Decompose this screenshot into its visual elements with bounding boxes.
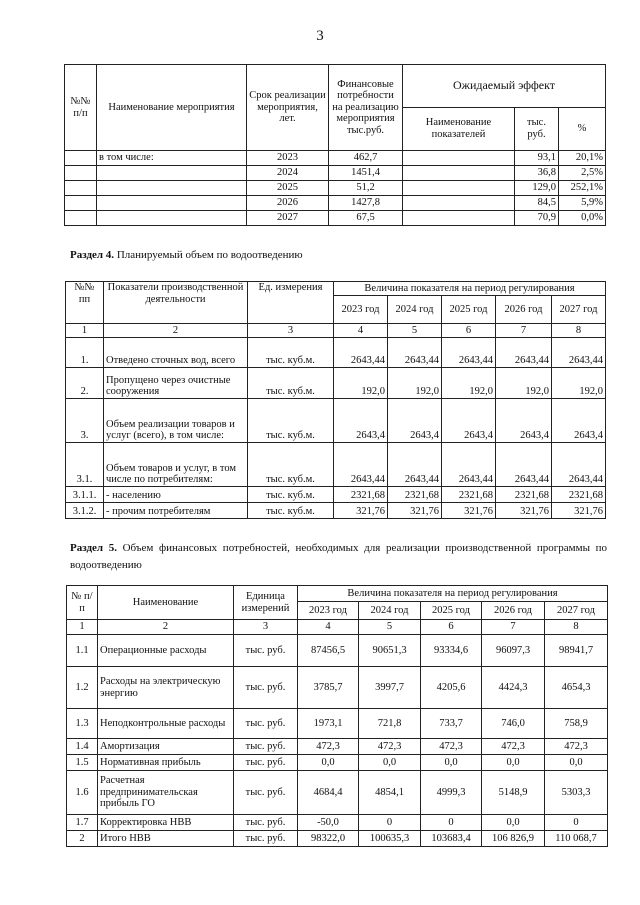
s5-col-num: № п/п — [67, 586, 98, 620]
col-name: Наименование мероприятия — [97, 65, 247, 151]
table-row: в том числе: 2023 462,7 93,1 20,1% — [65, 151, 606, 166]
table-row: 2025 51,2 129,0 252,1% — [65, 181, 606, 196]
col-effect: Ожидаемый эффект — [403, 65, 606, 108]
s4-index-row: 1 2 3 4 5 6 7 8 — [66, 324, 606, 338]
table-row: 2. Пропущено через очистные сооружения тыс. куб.м. 192,0 192,0 192,0 192,0 192,0 — [66, 368, 606, 399]
table-row: 2024 1451,4 36,8 2,5% — [65, 166, 606, 181]
s5-year: 2023 год — [298, 602, 359, 620]
s5-index-row: 1 2 3 4 5 6 7 8 — [67, 620, 608, 635]
col-percent: % — [559, 108, 606, 151]
page-number: 3 — [316, 28, 324, 44]
table-row: 1.6 Расчетная предпринимательская прибыль ГО тыс. руб. 4684,4 4854,1 4999,3 5148,9 5303,3 — [67, 771, 608, 815]
section5-label: Раздел 5. — [70, 542, 117, 554]
measures-table — [64, 64, 606, 226]
s5-year: 2024 год — [359, 602, 421, 620]
col-num: №№ п/п — [65, 65, 97, 151]
s4-year: 2025 год — [442, 296, 496, 324]
s4-year: 2023 год — [334, 296, 388, 324]
section4-label: Раздел 4. — [70, 249, 115, 261]
col-unit: тыс. руб. — [515, 108, 559, 151]
table-row: 2 Итого НВВ тыс. руб. 98322,0 100635,3 103683,4 106 826,9 110 068,7 — [67, 831, 608, 847]
table-row: 2027 67,5 70,9 0,0% — [65, 211, 606, 226]
table-row: 3.1. Объем товаров и услуг, в том числе по потребителям: тыс. куб.м. 2643,44 2643,44 2643,44 2643,44 2643,44 — [66, 443, 606, 487]
section4-heading — [70, 249, 303, 261]
table-row: 3. Объем реализации товаров и услуг (всего), в том числе: тыс. куб.м. 2643,4 2643,4 2643,4 2643,4 2643,4 — [66, 399, 606, 443]
table-row: 1.3 Неподконтрольные расходы тыс. руб. 1973,1 721,8 733,7 746,0 758,9 — [67, 709, 608, 739]
s5-col-period: Величина показателя на период регулирования — [298, 586, 608, 602]
s5-year: 2025 год — [421, 602, 482, 620]
table-row: 1.4 Амортизация тыс. руб. 472,3 472,3 472,3 472,3 472,3 — [67, 739, 608, 755]
table-row: 1.7 Корректировка НВВ тыс. руб. -50,0 0 0 0,0 0 — [67, 815, 608, 831]
col-term: Срок реализации мероприятия, лет. — [247, 65, 329, 151]
s4-year: 2027 год — [552, 296, 606, 324]
table-row: 2026 1427,8 84,5 5,9% — [65, 196, 606, 211]
table-row: 1.1 Операционные расходы тыс. руб. 87456,5 90651,3 93334,6 96097,3 98941,7 — [67, 635, 608, 667]
s4-col-period: Величина показателя на период регулирования — [334, 282, 606, 296]
col-indicator-name: Наименование показателей — [403, 108, 515, 151]
section5-heading — [70, 540, 607, 574]
table-row: 1.2 Расходы на электрическую энергию тыс. руб. 3785,7 3997,7 4205,6 4424,3 4654,3 — [67, 667, 608, 709]
table-row: 1.5 Нормативная прибыль тыс. руб. 0,0 0,0 0,0 0,0 0,0 — [67, 755, 608, 771]
s5-year: 2026 год — [482, 602, 545, 620]
col-finance: Финансовые потребности на реализацию мероприятия тыс.руб. — [329, 65, 403, 151]
s4-year: 2024 год — [388, 296, 442, 324]
table-row: 3.1.1. - населению тыс. куб.м. 2321,68 2321,68 2321,68 2321,68 2321,68 — [66, 487, 606, 503]
financial-needs-table — [66, 585, 608, 847]
s4-col-num: №№ пп — [66, 282, 104, 324]
table-row: 1. Отведено сточных вод, всего тыс. куб.м. 2643,44 2643,44 2643,44 2643,44 2643,44 — [66, 338, 606, 368]
wastewater-volume-table — [65, 281, 606, 519]
s4-col-unit: Ед. измерения — [248, 282, 334, 324]
s5-year: 2027 год — [545, 602, 608, 620]
s4-col-indicators: Показатели производственной деятельности — [104, 282, 248, 324]
section4-title: Планируемый объем по водоотведению — [116, 249, 303, 261]
s5-col-unit: Единица измерений — [234, 586, 298, 620]
s5-col-name: Наименование — [98, 586, 234, 620]
table-row: 3.1.2. - прочим потребителям тыс. куб.м. 321,76 321,76 321,76 321,76 321,76 — [66, 503, 606, 519]
s4-year: 2026 год — [496, 296, 552, 324]
section5-title: Объем финансовых потребностей, необходимых для реализации производственной программы по водоотведению — [70, 542, 607, 572]
